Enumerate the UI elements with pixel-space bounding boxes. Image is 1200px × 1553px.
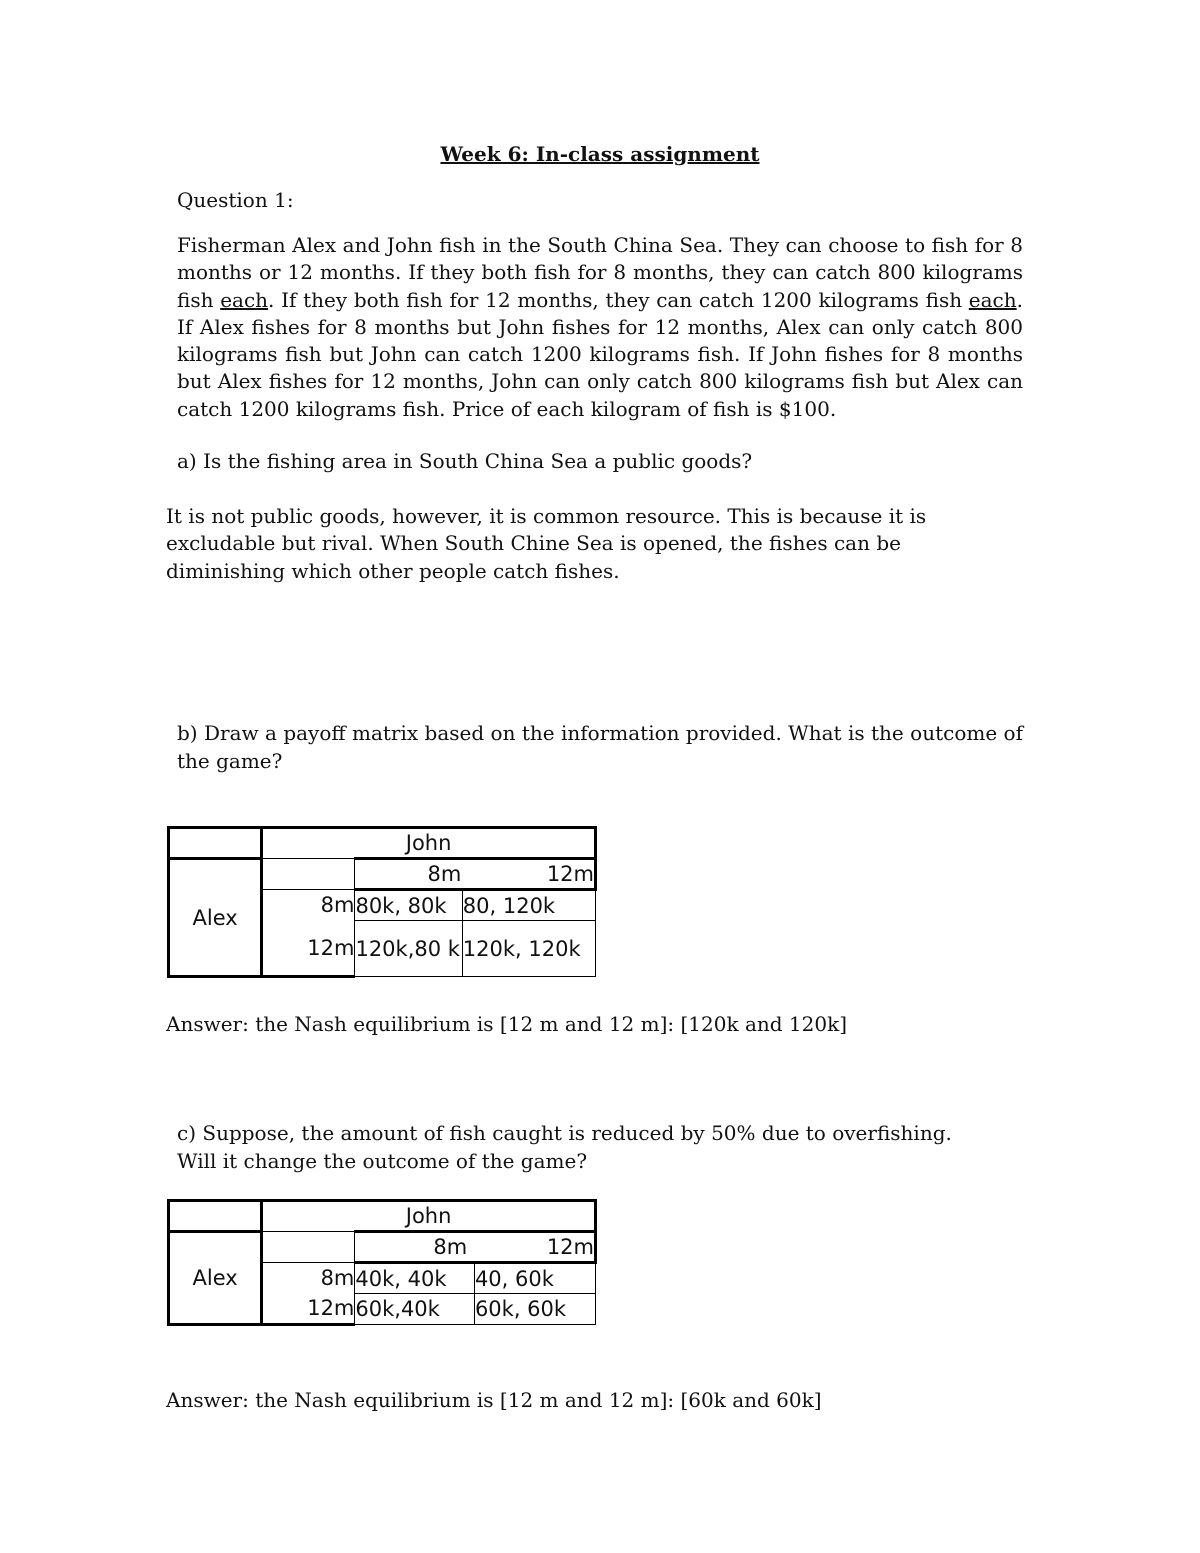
question-a: a) Is the fishing area in South China Sea a public goods? <box>177 449 753 473</box>
table-c-corner <box>169 1201 262 1232</box>
answer-c: Answer: the Nash equilibrium is [12 m and 12 m]: [60k and 60k] <box>166 1388 822 1412</box>
table-b-cell-12-8: 120k,80 k <box>355 921 462 977</box>
table-b-row-8: 8m <box>262 890 355 921</box>
question-c: c) Suppose, the amount of fish caught is reduced by 50% due to overfishing. Will it change the outcome of the game? <box>177 1121 952 1173</box>
paragraph-part-2: . If they both fish for 12 months, they can catch 1200 kilograms fish <box>268 287 969 312</box>
table-b-col-8: 8m <box>427 862 462 886</box>
table-b-row-12: 12m <box>262 921 355 977</box>
question-label: Question 1: <box>177 188 294 212</box>
paragraph-part-3: . If Alex fishes for 8 months but John fishes for 12 months, Alex can only catch 800 kilograms fish but John can catch 1200 kilograms fish. If John fishes for 8 months but Alex fishes for 12 months, John can only catch 800 kilograms fish but Alex can catch 1200 kilograms fish. Price of each kilogram of fish is $100. <box>177 287 1023 421</box>
table-c-cell-8-8: 40k, 40k <box>355 1263 475 1294</box>
table-c-row-8: 8m <box>262 1263 355 1294</box>
payoff-table-c <box>167 1199 597 1326</box>
table-b-col-player: John <box>262 828 596 859</box>
table-b-row-player: Alex <box>169 859 262 977</box>
table-c-cell-12-8: 60k,40k <box>355 1294 475 1325</box>
table-b-col-labels <box>355 859 596 890</box>
paragraph-each-2: each <box>968 287 1017 312</box>
table-b-col-12: 12m <box>546 862 594 886</box>
table-c-cell-8-12: 40, 60k <box>474 1263 595 1294</box>
answer-a: It is not public goods, however, it is common resource. This is because it is excludable but rival. When South Chine Sea is opened, the fishes can be diminishing which other people catch fishes. <box>166 504 927 583</box>
page-title: Week 6: In-class assignment <box>440 142 760 166</box>
table-b-cell-12-12: 120k, 120k <box>462 921 595 977</box>
paragraph-each-1: each <box>220 287 269 312</box>
question-b: b) Draw a payoff matrix based on the information provided. What is the outcome of the game? <box>177 721 1023 773</box>
table-c-row-12: 12m <box>262 1294 355 1325</box>
paragraph-part-1: Fisherman Alex and John fish in the South China Sea. They can choose to fish for 8 months or 12 months. If they both fish for 8 months, they can catch 800 kilograms fish <box>177 233 1023 312</box>
table-b-cell-8-12: 80, 120k <box>462 890 595 921</box>
table-c-col-player: John <box>262 1201 596 1232</box>
table-c-col-12: 12m <box>546 1235 594 1259</box>
table-c-blank <box>262 1232 355 1263</box>
table-b-blank <box>262 859 355 890</box>
table-c-row-player: Alex <box>169 1232 262 1325</box>
table-c-col-labels <box>355 1232 596 1263</box>
table-c-col-8: 8m <box>433 1235 468 1259</box>
payoff-table-b <box>167 826 597 978</box>
table-b-corner <box>169 828 262 859</box>
answer-b: Answer: the Nash equilibrium is [12 m and 12 m]: [120k and 120k] <box>166 1012 848 1036</box>
table-b-cell-8-8: 80k, 80k <box>355 890 462 921</box>
table-c-cell-12-12: 60k, 60k <box>474 1294 595 1325</box>
question-paragraph <box>177 232 1023 423</box>
